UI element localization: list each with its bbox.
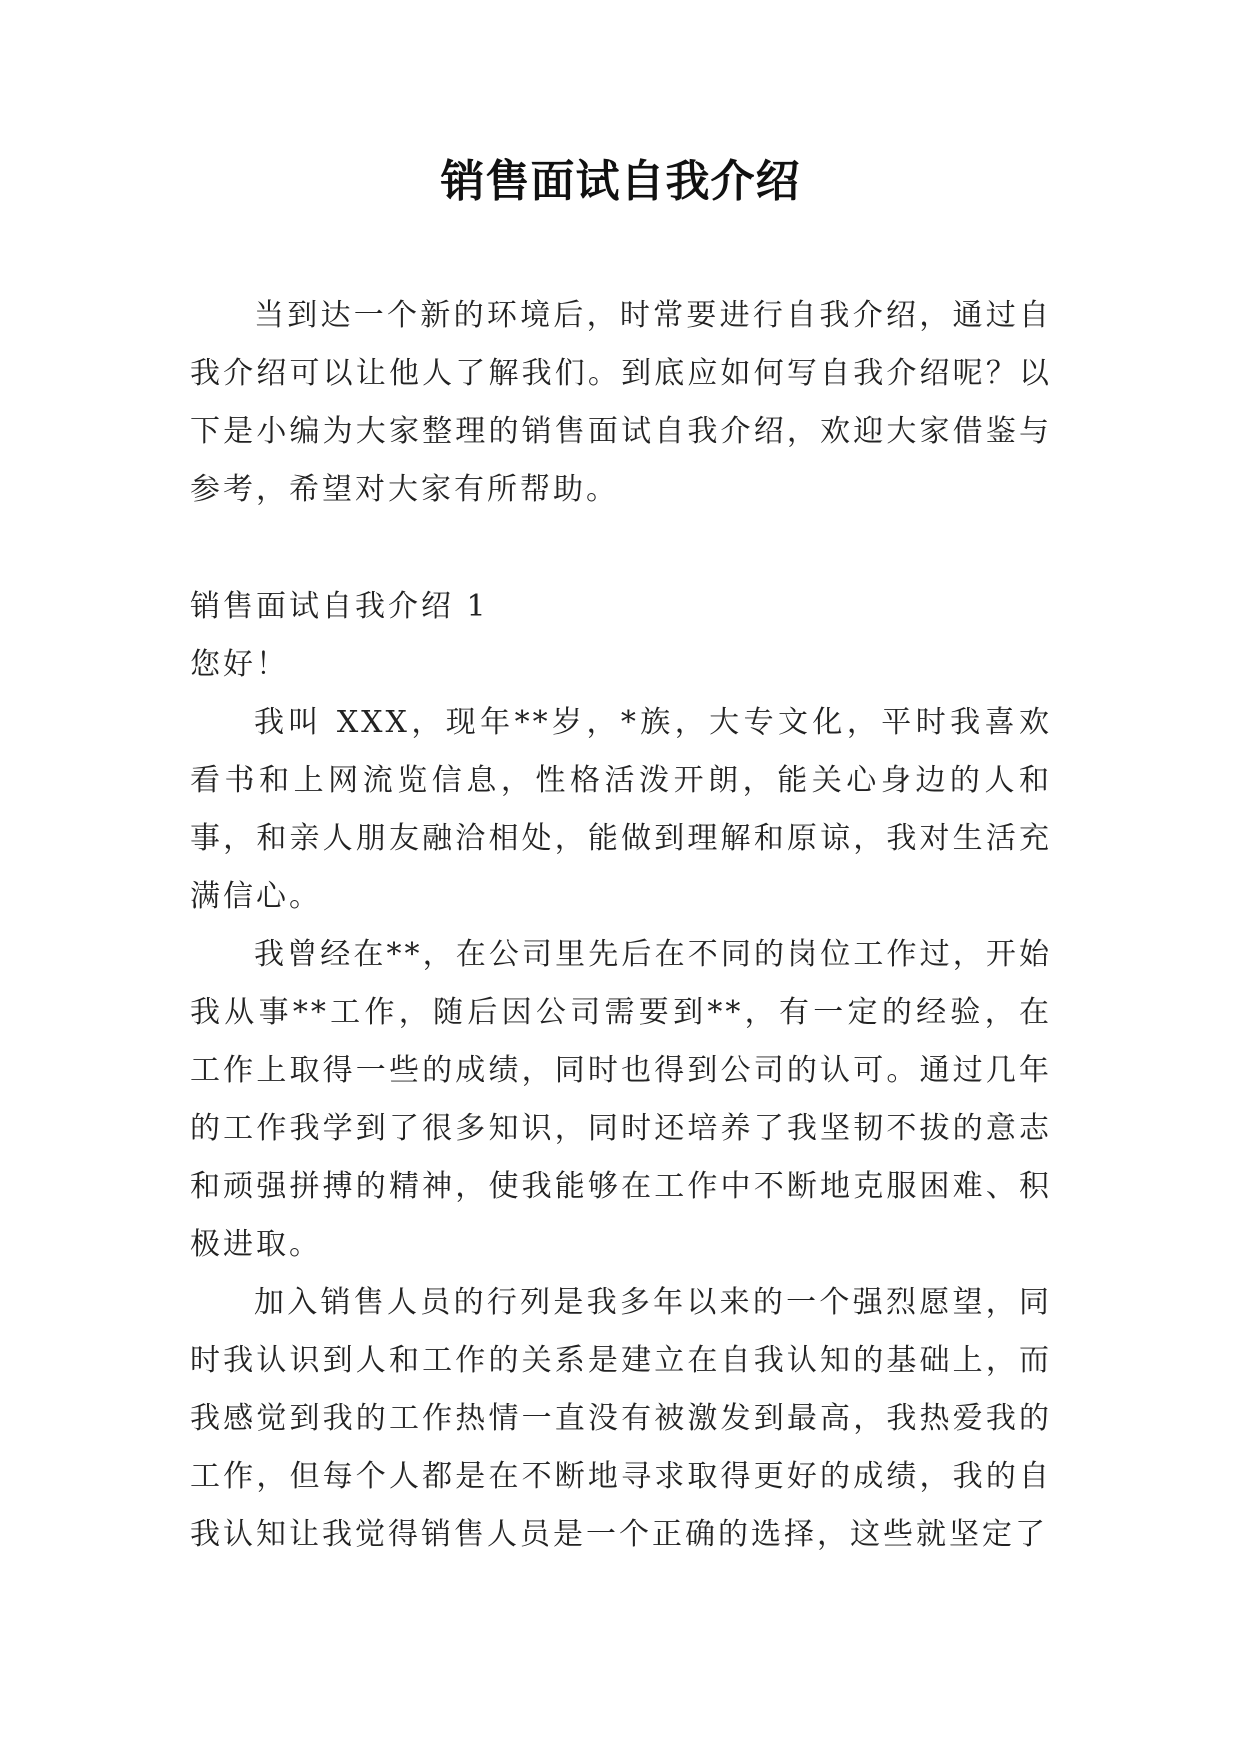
- section-block: [190, 578, 1052, 1564]
- body-paragraph-1: 我叫 XXX，现年**岁，*族，大专文化，平时我喜欢看书和上网流览信息，性格活泼开朗，能关心身边的人和事，和亲人朋友融洽相处，能做到理解和原谅，我对生活充满信心。: [190, 705, 1052, 914]
- document-title: 销售面试自我介绍: [440, 156, 801, 207]
- intro-block: [190, 287, 1052, 519]
- body-paragraph-3: 加入销售人员的行列是我多年以来的一个强烈愿望，同时我认识到人和工作的关系是建立在自我认知的基础上，而我感觉到我的工作热情一直没有被激发到最高，我热爱我的工作，但每个人都是在不断地寻求取得更好的成绩，我的自我认知让我觉得销售人员是一个正确的选择，这些就坚定了: [190, 1285, 1052, 1552]
- greeting: 您好！: [190, 647, 289, 682]
- body-paragraph-2: 我曾经在**，在公司里先后在不同的岗位工作过，开始我从事**工作，随后因公司需要到**，有一定的经验，在工作上取得一些的成绩，同时也得到公司的认可。通过几年的工作我学到了很多知识，同时还培养了我坚韧不拔的意志和顽强拼搏的精神，使我能够在工作中不断地克服困难、积极进取。: [190, 937, 1052, 1262]
- intro-paragraph: 当到达一个新的环境后，时常要进行自我介绍，通过自我介绍可以让他人了解我们。到底应如何写自我介绍呢？以下是小编为大家整理的销售面试自我介绍，欢迎大家借鉴与参考，希望对大家有所帮助。: [190, 298, 1052, 507]
- section-heading: 销售面试自我介绍 1: [190, 589, 489, 624]
